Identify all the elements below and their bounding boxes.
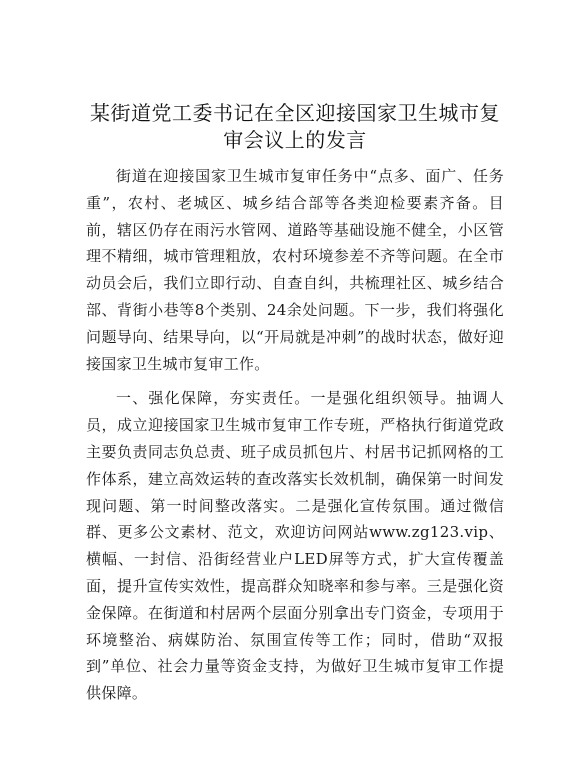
document-title: 某街道党工委书记在全区迎接国家卫生城市复审会议上的发言 [90,101,500,152]
body-paragraph-intro: 街道在迎接国家卫生城市复审任务中“点多、面广、任务重”，农村、老城区、城乡结合部等各类迎检要素齐备。目前，辖区仍存在雨污水管网、道路等基础设施不健全，小区管理不精细，城市管理粗放，农村环境参差不齐等问题。在全市动员会后，我们立即行动、自查自纠，共梳理社区、城乡结合部、背街小巷等8个类别、24余处问题。下一步，我们将强化问题导向、结果导向，以“开局就是冲刺”的战时状态，做好迎接国家卫生城市复审工作。 [86,167,504,373]
body-paragraph-section-one: 一、强化保障，夯实责任。一是强化组织领导。抽调人员，成立迎接国家卫生城市复审工作专班，严格执行街道党政主要负责同志负总责、班子成员抓包片、村居书记抓网格的工作体系，建立高效运转的查改落实长效机制，确保第一时间发现问题、第一时间整改落实。二是强化宣传氛围。通过微信群、更多公文素材、范文，欢迎访问网站www.zg123.vip、横幅、一封信、沿街经营业户LED屏等方式，扩大宣传覆盖面，提升宣传实效性，提高群众知晓率和参与率。三是强化资金保障。在街道和村居两个层面分别拿出专门资金，专项用于环境整治、病媒防治、氛围宣传等工作；同时，借助“双报到”单位、社会力量等资金支持，为做好卫生城市复审工作提供保障。 [86,389,504,703]
document-body [86,163,504,707]
